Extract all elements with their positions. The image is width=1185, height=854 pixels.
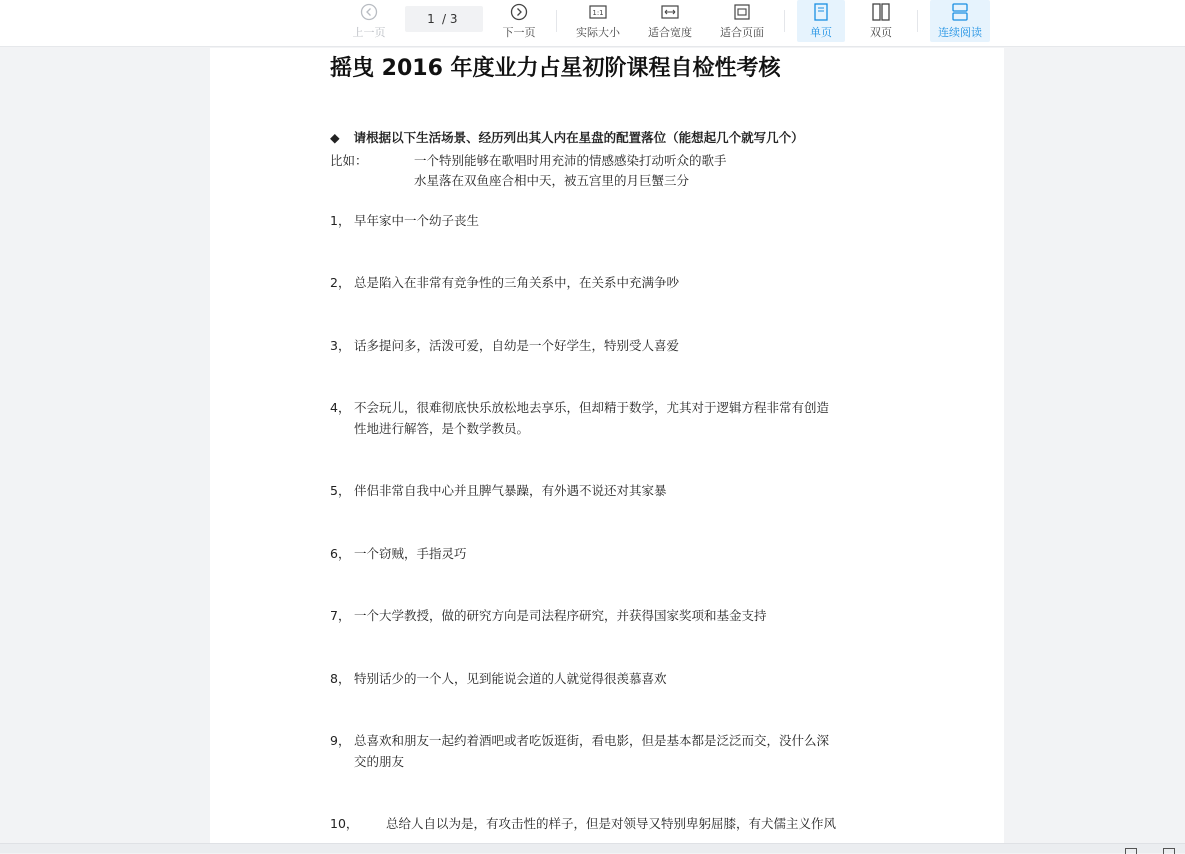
viewer-toolbar (0, 0, 1185, 47)
question-number: 2， (330, 275, 351, 290)
question-number: 6， (330, 546, 351, 561)
page-indicator (405, 6, 483, 32)
double-page-button[interactable] (857, 0, 905, 42)
example-label: 比如： (330, 153, 368, 168)
toolbar-divider (917, 10, 918, 32)
continuous-reading-icon (951, 3, 969, 21)
question-text: 总喜欢和朋友一起约着酒吧或者吃饭逛街，看电影，但是基本都是泛泛而交，没什么深 (354, 733, 830, 748)
instruction-text: 请根据以下生活场景、经历列出其人内在星盘的配置落位（能想起几个就写几个） (353, 130, 804, 145)
fit-width-label: 适合宽度 (648, 26, 692, 39)
single-page-icon (813, 3, 829, 21)
single-page-label: 单页 (810, 26, 832, 39)
question-item (330, 210, 890, 231)
toolbar-divider (556, 10, 557, 32)
fit-page-button[interactable] (714, 0, 770, 42)
document-title: 摇曳 2016 年度业力占星初阶课程自检性考核 (330, 56, 781, 81)
continuous-reading-button[interactable] (930, 0, 990, 42)
continuous-reading-label: 连续阅读 (938, 26, 982, 39)
fit-width-icon (661, 3, 679, 21)
next-page-label: 下一页 (502, 26, 536, 39)
double-page-label: 双页 (870, 26, 892, 39)
question-item (330, 813, 890, 834)
fit-width-button[interactable] (642, 0, 698, 42)
chevron-left-circle-icon (360, 3, 378, 21)
question-number: 8， (330, 671, 351, 686)
document-page (210, 48, 1004, 843)
question-text: 总给人自以为是，有攻击性的样子，但是对领导又特别卑躬屈膝，有犬儒主义作风 (386, 816, 837, 831)
double-page-icon (871, 3, 891, 21)
question-number: 3， (330, 338, 351, 353)
fit-page-icon (733, 3, 751, 21)
page-total: / 3 (442, 12, 458, 26)
question-item (330, 605, 890, 626)
grid-view-icon[interactable] (1163, 848, 1175, 854)
instruction (330, 128, 804, 146)
question-number: 5， (330, 483, 351, 498)
question-text-continued: 性地进行解答，是个数学教员。 (354, 421, 530, 436)
question-text: 早年家中一个幼子丧生 (354, 213, 480, 228)
question-text: 一个窃贼，手指灵巧 (354, 546, 467, 561)
question-text: 话多提问多，活泼可爱，自幼是一个好学生，特别受人喜爱 (354, 338, 680, 353)
prev-page-label: 上一页 (352, 26, 386, 39)
status-bar (0, 843, 1185, 853)
question-text-continued: 交的朋友 (354, 754, 405, 769)
page-number-input[interactable] (424, 12, 438, 26)
prev-page-button[interactable] (343, 0, 395, 42)
question-item (330, 335, 890, 356)
question-text: 伴侣非常自我中心并且脾气暴躁，有外遇不说还对其家暴 (354, 483, 667, 498)
question-item (330, 730, 890, 772)
question-text: 不会玩儿，很难彻底快乐放松地去享乐，但却精于数学，尤其对于逻辑方程非常有创造 (354, 400, 830, 415)
svg-text:1:1: 1:1 (592, 9, 604, 17)
question-text: 总是陷入在非常有竞争性的三角关系中，在关系中充满争吵 (354, 275, 680, 290)
question-number: 1， (330, 213, 351, 228)
actual-size-icon (589, 3, 607, 21)
question-item (330, 272, 890, 293)
next-page-button[interactable] (493, 0, 545, 42)
question-text: 特别话少的一个人，见到能说会道的人就觉得很羡慕喜欢 (354, 671, 667, 686)
question-number: 4， (330, 400, 351, 415)
question-item (330, 397, 890, 439)
question-item (330, 480, 890, 501)
question-item (330, 668, 890, 689)
example-line: 一个特别能够在歌唱时用充沛的情感感染打动听众的歌手 (414, 153, 727, 168)
toolbar-divider (784, 10, 785, 32)
page-view-icon[interactable] (1125, 848, 1137, 854)
example-line: 水星落在双鱼座合相中天，被五宫里的月巨蟹三分 (414, 173, 690, 188)
chevron-right-circle-icon (510, 3, 528, 21)
single-page-button[interactable] (797, 0, 845, 42)
document-viewer[interactable] (0, 48, 1185, 843)
actual-size-label: 实际大小 (576, 26, 620, 39)
question-item (330, 543, 890, 564)
question-number: 7， (330, 608, 351, 623)
fit-page-label: 适合页面 (720, 26, 764, 39)
question-number: 10， (330, 816, 359, 831)
question-number: 9， (330, 733, 351, 748)
actual-size-button[interactable] (570, 0, 626, 42)
diamond-bullet-icon: ◆ (330, 130, 340, 145)
question-text: 一个大学教授，做的研究方向是司法程序研究，并获得国家奖项和基金支持 (354, 608, 767, 623)
